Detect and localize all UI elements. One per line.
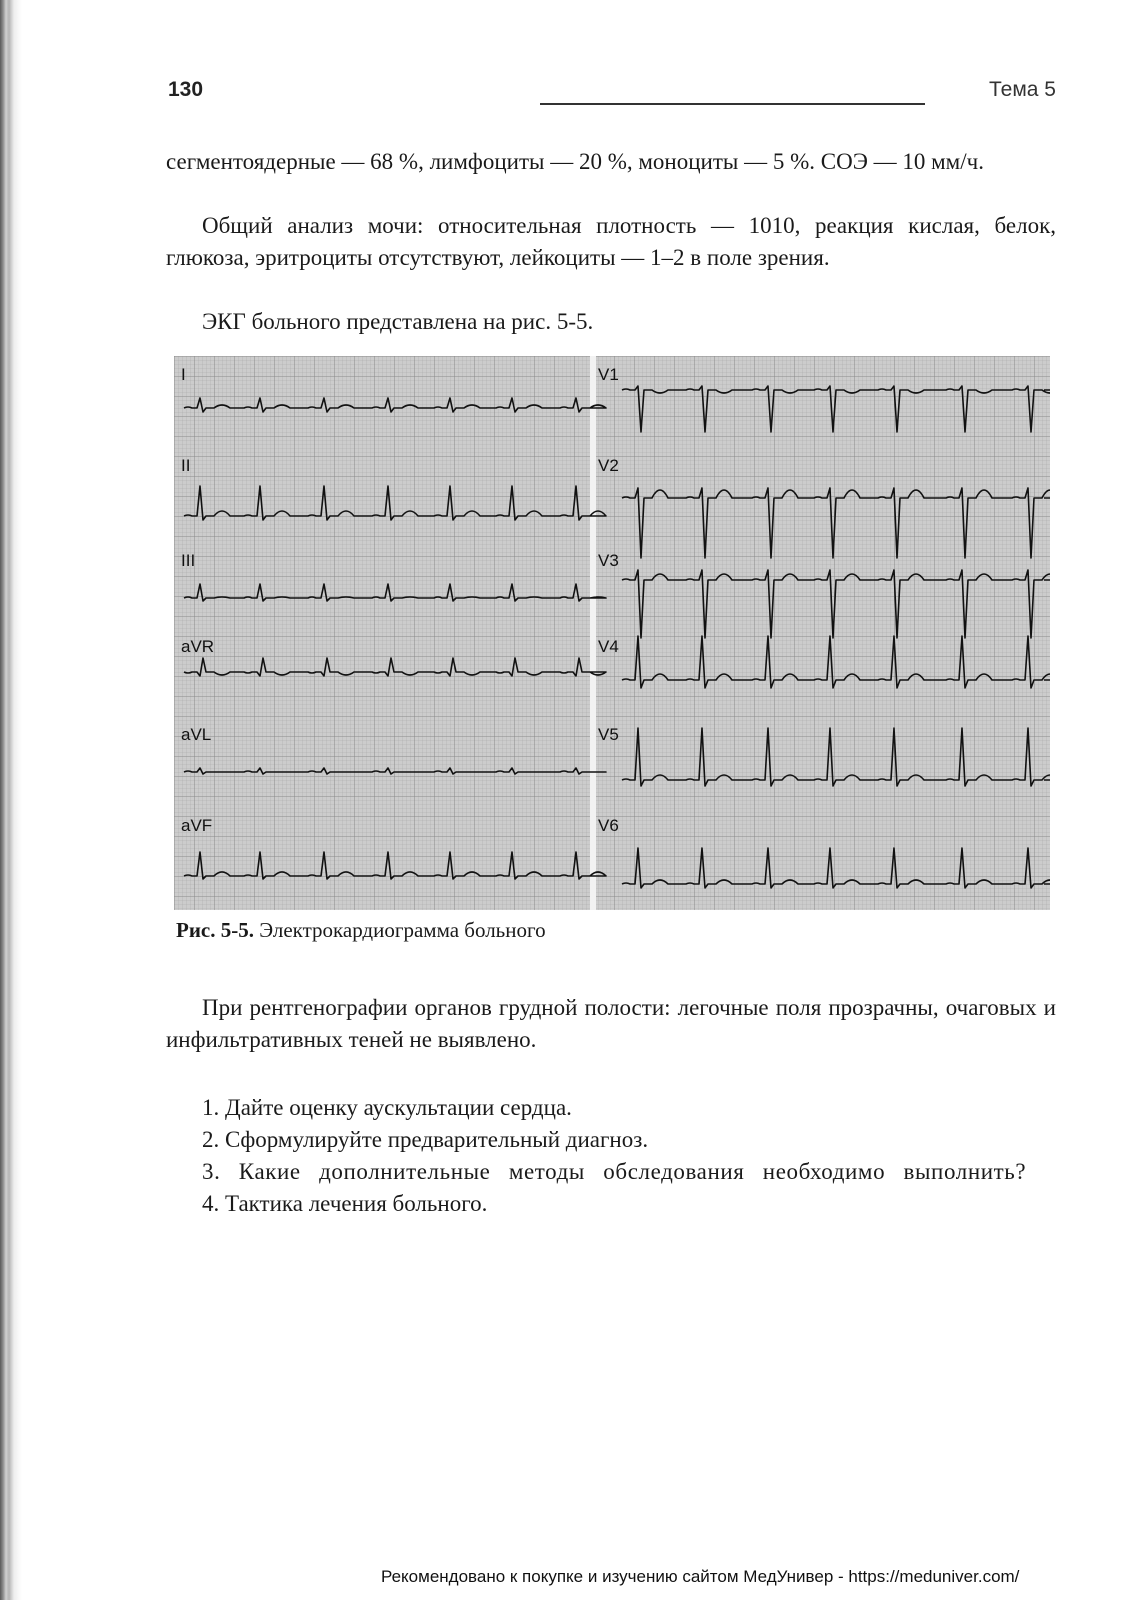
ecg-lead-label-v6: V6 <box>598 816 619 835</box>
questions-list <box>166 1092 1056 1220</box>
page-header <box>168 74 1056 106</box>
paragraph-ecg-reference: ЭКГ больного представлена на рис. 5-5. <box>202 309 594 334</box>
ecg-lead-label-avf: aVF <box>181 816 213 835</box>
page-number: 130 <box>168 78 204 101</box>
book-binding-edge <box>0 0 22 1600</box>
ecg-lead-label-v4: V4 <box>598 637 619 656</box>
question-2: 2. Сформулируйте предварительный диагноз. <box>202 1127 649 1152</box>
question-4: 4. Тактика лечения больного. <box>202 1191 488 1216</box>
ecg-lead-label-i: I <box>181 365 186 384</box>
ecg-lead-label-avr: aVR <box>181 637 215 656</box>
ecg-figure <box>174 356 1050 910</box>
paragraph-xray: При рентгенографии органов грудной полости: легочные поля прозрачны, очаговых и инфильтративных теней не выявлено. <box>166 995 1056 1052</box>
paragraph-blood-test: сегментоядерные — 68 %, лимфоциты — 20 %, моноциты — 5 %. СОЭ — 10 мм/ч. <box>166 149 984 174</box>
ecg-lead-label-v2: V2 <box>598 456 619 475</box>
ecg-lead-label-v3: V3 <box>598 551 619 570</box>
figure-caption-label: Рис. 5-5. <box>176 918 254 942</box>
paragraph-urine-test: Общий анализ мочи: относительная плотность — 1010, реакция кислая, белок, глюкоза, эритроциты отсутствуют, лейкоциты — 1–2 в поле зрения. <box>166 213 1056 270</box>
footer-recommendation: Рекомендовано к покупке и изучению сайтом МедУнивер - https://meduniver.com/ <box>381 1567 1020 1586</box>
ecg-lead-label-iii: III <box>181 551 196 570</box>
ecg-lead-label-avl: aVL <box>181 725 212 744</box>
ecg-lead-label-v1: V1 <box>598 365 619 384</box>
running-head: Тема 5 <box>989 78 1056 101</box>
figure-caption <box>176 918 546 943</box>
question-1: 1. Дайте оценку аускультации сердца. <box>202 1095 572 1120</box>
figure-caption-text: Электрокардиограмма больного <box>254 918 546 942</box>
ecg-lead-label-ii: II <box>181 456 191 475</box>
ecg-lead-label-v5: V5 <box>598 725 619 744</box>
question-3: 3. Какие дополнительные методы обследования необходимо выполнить? <box>202 1159 1027 1184</box>
header-rule <box>540 103 925 105</box>
